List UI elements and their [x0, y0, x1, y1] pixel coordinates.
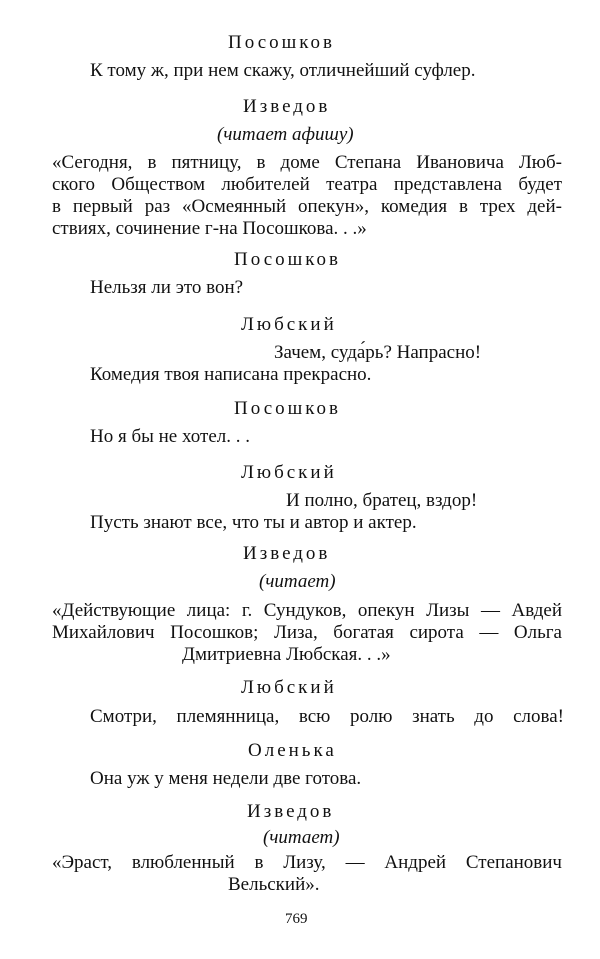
speaker-name: Изведов [247, 801, 335, 822]
speaker-name: Посошков [234, 249, 341, 270]
verse-line: Смотри, племянница, всю ролю знать до слова! [90, 706, 564, 727]
quoted-text-line: «Сегодня, в пятницу, в доме Степана Ивановича Люб- [52, 152, 562, 173]
speaker-name: Изведов [243, 96, 331, 117]
verse-line: Пусть знают все, что ты и автор и актер. [90, 512, 417, 533]
quoted-text-line: ского Обществом любителей театра представлена будет [52, 174, 562, 195]
quoted-text-line: Вельский». [228, 874, 320, 895]
speaker-name: Любский [241, 314, 337, 335]
page-number: 769 [285, 911, 308, 927]
verse-line: Она уж у меня недели две готова. [90, 768, 362, 789]
speaker-name: Любский [241, 677, 337, 698]
verse-line: Зачем, суда́рь? Напрасно! [274, 342, 482, 363]
quoted-text-line: ствиях, сочинение г-на Посошкова. . .» [52, 218, 367, 239]
speaker-name: Оленька [248, 740, 337, 761]
verse-line: Но я бы не хотел. . . [90, 426, 250, 447]
quoted-text-line: «Эраст, влюбленный в Лизу, — Андрей Степанович [52, 852, 562, 873]
verse-line: К тому ж, при нем скажу, отличнейший суфлер. [90, 60, 476, 81]
speaker-name: Изведов [243, 543, 331, 564]
stage-direction: (читает) [263, 827, 340, 848]
quoted-text-line: Дмитриевна Любская. . .» [182, 644, 391, 665]
quoted-text-line: Михайлович Посошков; Лиза, богатая сирота — Ольга [52, 622, 562, 643]
speaker-name: Посошков [228, 32, 335, 53]
verse-line: Комедия твоя написана прекрасно. [90, 364, 372, 385]
quoted-text-line: в первый раз «Осмеянный опекун», комедия в трех дей- [52, 196, 562, 217]
quoted-text-line: «Действующие лица: г. Сундуков, опекун Лизы — Авдей [52, 600, 562, 621]
speaker-name: Посошков [234, 398, 341, 419]
verse-line: И полно, братец, вздор! [286, 490, 478, 511]
verse-line: Нельзя ли это вон? [90, 277, 244, 298]
stage-direction: (читает) [259, 571, 336, 592]
speaker-name: Любский [241, 462, 337, 483]
stage-direction: (читает афишу) [217, 124, 354, 145]
